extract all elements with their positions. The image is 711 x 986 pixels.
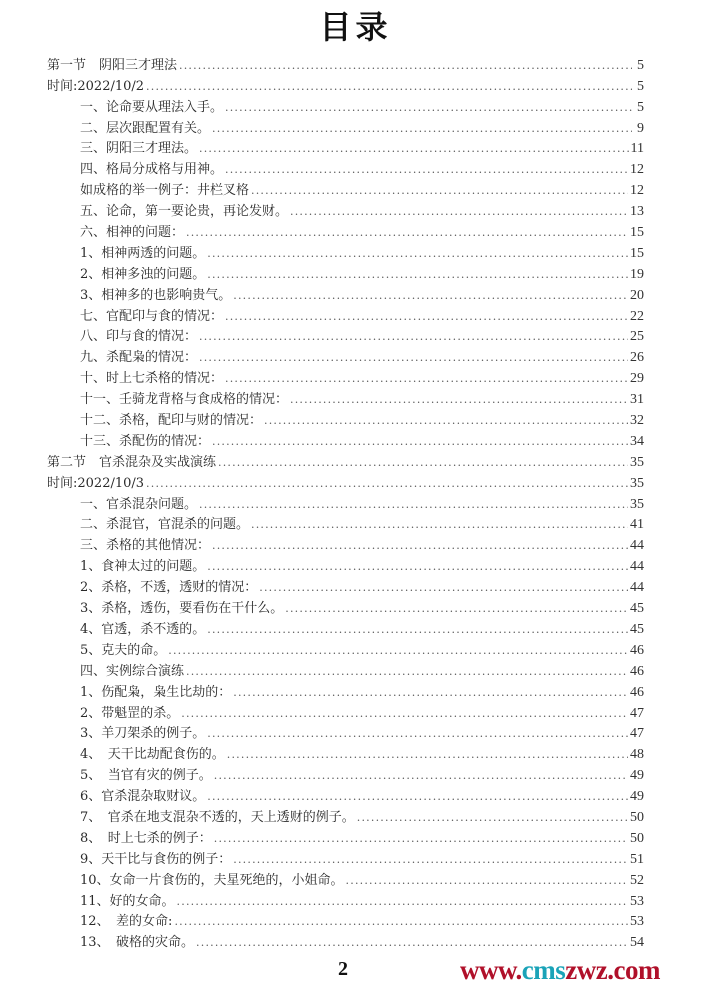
toc-entry[interactable] [47,889,644,910]
toc-section-entry[interactable] [47,74,644,95]
dot-leader [146,79,632,95]
toc-entry-page: 15 [630,245,644,261]
toc-entry-page: 44 [630,580,644,596]
dot-leader [168,643,628,659]
toc-entry-page: 19 [630,266,644,282]
toc-entry-page: 5 [637,78,644,94]
dot-leader [290,204,628,220]
toc-entry-page: 53 [630,914,644,930]
toc-entry-page: 32 [630,413,644,429]
toc-entry[interactable] [47,387,644,408]
dot-leader [199,497,628,513]
toc-entry-label: 7、 官杀在地支混杂不透的，天上透财的例子。 [80,809,355,825]
toc-entry-page: 12 [630,162,644,178]
toc-entry[interactable] [47,805,644,826]
toc-entry-page: 5 [637,57,644,73]
toc-entry-label: 1、食神太过的问题。 [80,559,206,575]
toc-entry-label: 四、实例综合演练 [80,663,185,679]
toc-entry-page: 54 [630,935,644,951]
toc-entry-label: 二、层次跟配置有关。 [80,120,211,136]
dot-leader [346,873,628,889]
toc-entry-page: 12 [630,183,644,199]
toc-entry-page: 46 [630,684,644,700]
dot-leader [357,810,628,826]
dot-leader [225,309,628,325]
toc-entry[interactable] [47,492,644,513]
dot-leader [225,162,628,178]
toc-entry-page: 35 [630,496,644,512]
toc-entry[interactable] [47,178,644,199]
toc-entry-label: 四、格局分成格与用神。 [80,162,224,178]
dot-leader [218,455,628,471]
dot-leader [207,789,628,805]
dot-leader [186,225,628,241]
toc-entry-label: 如成格的举一例子：井栏叉格 [80,183,250,199]
toc-entry-page: 50 [630,809,644,825]
toc-entry-label: 十三、杀配伤的情况： [80,433,211,449]
toc-entry[interactable] [47,930,644,951]
dot-leader [212,121,632,137]
toc-entry-label: 八、印与食的情况： [80,329,198,345]
toc-entry[interactable] [47,868,644,889]
toc-entry-label: 十一、壬骑龙背格与食成格的情况： [80,392,289,408]
page-number: 2 [338,958,348,980]
toc-entry[interactable] [47,763,644,784]
toc-section-entry[interactable] [47,53,644,74]
toc-entry[interactable] [47,513,644,534]
toc-entry-page: 31 [630,392,644,408]
toc-entry-label: 1、相神两透的问题。 [80,245,206,261]
toc-entry-page: 26 [630,350,644,366]
toc-entry-page: 51 [630,851,644,867]
toc-entry-label: 第一节 阴阳三才理法 [47,57,178,73]
toc-entry[interactable] [47,554,644,575]
toc-entry-label: 十、时上七杀格的情况： [80,371,224,387]
toc-entry[interactable] [47,137,644,158]
toc-entry-label: 10、女命一片食伤的，夫星死绝的，小姐命。 [80,872,344,888]
toc-entry-label: 2、杀格，不透，透财的情况： [80,580,258,596]
watermark [460,955,660,986]
toc-entry-label: 3、羊刀架杀的例子。 [80,726,206,742]
toc-entry-label: 4、官透，杀不透的。 [80,621,206,637]
dot-leader [199,329,628,345]
toc-entry-page: 35 [630,475,644,491]
toc-entry-label: 第二节 官杀混杂及实战演练 [47,454,217,470]
toc-entry[interactable] [47,910,644,931]
dot-leader [264,413,628,429]
toc-entry-page: 34 [630,433,644,449]
toc-entry-page: 53 [630,893,644,909]
toc-entry[interactable] [47,701,644,722]
dot-leader [207,267,628,283]
dot-leader [251,517,628,533]
toc-entry[interactable] [47,408,644,429]
dot-leader [251,183,628,199]
toc-entry-label: 2、带魁罡的杀。 [80,705,180,721]
toc-entry[interactable] [47,533,644,554]
toc-entry[interactable] [47,680,644,701]
toc-entry-label: 5、 当官有灾的例子。 [80,768,212,784]
toc-entry[interactable] [47,241,644,262]
toc-entry-label: 9、天干比与食伤的例子： [80,851,232,867]
toc-entry-page: 45 [630,621,644,637]
toc-entry[interactable] [47,722,644,743]
dot-leader [212,434,628,450]
dot-leader [233,852,628,868]
toc-entry-label: 五、论命，第一要论贵，再论发财。 [80,204,289,220]
toc-section-entry[interactable] [47,450,644,471]
toc-entry-label: 1、伤配枭，枭生比劫的： [80,684,232,700]
toc-entry-page: 5 [637,99,644,115]
toc-entry[interactable] [47,826,644,847]
dot-leader [233,685,628,701]
toc-entry-page: 25 [630,329,644,345]
toc-entry-page: 13 [630,204,644,220]
toc-entry-label: 六、相神的问题： [80,225,185,241]
toc-entry-label: 8、 时上七杀的例子： [80,830,212,846]
toc-entry-label: 二、杀混官，官混杀的问题。 [80,517,250,533]
toc-entry-label: 一、论命要从理法入手。 [80,99,224,115]
dot-leader [227,747,628,763]
toc-entry[interactable] [47,345,644,366]
toc-entry[interactable] [47,575,644,596]
toc-entry-page: 22 [630,308,644,324]
toc-entry-page: 47 [630,726,644,742]
dot-leader [196,935,628,951]
toc-entry-page: 49 [630,768,644,784]
toc-entry-label: 13、 破格的灾命。 [80,935,195,951]
toc-entry[interactable] [47,199,644,220]
toc-entry[interactable] [47,283,644,304]
toc-entry-label: 七、官配印与食的情况： [80,308,224,324]
dot-leader [207,559,628,575]
toc-entry-label: 九、杀配枭的情况： [80,350,198,366]
toc-entry-label: 5、克夫的命。 [80,642,167,658]
toc-entry-page: 15 [630,225,644,241]
toc-entry-page: 9 [637,120,644,136]
toc-entry[interactable] [47,784,644,805]
toc-entry-label: 2、相神多浊的问题。 [80,266,206,282]
dot-leader [233,288,628,304]
toc-entry-page: 47 [630,705,644,721]
toc-entry[interactable] [47,325,644,346]
toc-entry-page: 44 [630,559,644,575]
dot-leader [225,100,632,116]
toc-entry[interactable] [47,220,644,241]
page-title: 目录 [319,8,392,46]
dot-leader [207,246,628,262]
toc-entry-label: 4、 天干比劫配食伤的。 [80,747,225,763]
dot-leader [146,476,628,492]
dot-leader [214,768,628,784]
toc-entry-page: 29 [630,371,644,387]
dot-leader [259,580,628,596]
toc-entry-label: 十二、杀格，配印与财的情况： [80,413,263,429]
toc-entry-label: 时间:2022/10/2 [47,78,145,94]
toc-section-entry[interactable] [47,471,644,492]
toc-entry[interactable] [47,742,644,763]
toc-entry-label: 时间:2022/10/3 [47,475,145,491]
toc-entry[interactable] [47,262,644,283]
dot-leader [225,371,628,387]
dot-leader [207,726,628,742]
dot-leader [214,831,628,847]
dot-leader [207,622,628,638]
toc-entry-page: 49 [630,789,644,805]
toc-entry[interactable] [47,95,644,116]
toc-entry[interactable] [47,659,644,680]
dot-leader [199,350,628,366]
toc-entry[interactable] [47,617,644,638]
dot-leader [186,664,628,680]
dot-leader [179,58,632,74]
toc-entry-label: 一、官杀混杂问题。 [80,496,198,512]
toc-entry-page: 46 [630,663,644,679]
toc-entry-page: 11 [630,141,644,157]
toc-entry-page: 52 [630,872,644,888]
toc-entry-label: 三、阴阳三才理法。 [80,141,198,157]
toc-entry-page: 35 [630,454,644,470]
toc-entry[interactable] [47,157,644,178]
toc-entry-label: 3、相神多的也影响贵气。 [80,287,232,303]
toc-entry-page: 48 [630,747,644,763]
toc-entry[interactable] [47,596,644,617]
toc-entry[interactable] [47,638,644,659]
toc-entry[interactable] [47,304,644,325]
toc-entry[interactable] [47,429,644,450]
table-of-contents [47,53,644,951]
toc-entry-page: 46 [630,642,644,658]
dot-leader [285,601,628,617]
toc-entry[interactable] [47,116,644,137]
toc-entry-label: 12、 差的女命: [80,914,173,930]
dot-leader [199,141,629,157]
dot-leader [290,392,628,408]
watermark-part-domain: zwz.com [565,955,660,985]
toc-entry-label: 3、杀格，透伤，要看伤在干什么。 [80,601,284,617]
watermark-part-cms: cms [521,955,566,985]
watermark-part-www: www. [460,955,522,985]
dot-leader [177,894,628,910]
toc-entry[interactable] [47,366,644,387]
toc-entry-label: 三、杀格的其他情况： [80,538,211,554]
toc-entry-page: 45 [630,601,644,617]
toc-entry-label: 11、好的女命。 [80,893,175,909]
toc-entry-page: 50 [630,830,644,846]
dot-leader [181,706,628,722]
toc-entry-page: 44 [630,538,644,554]
dot-leader [174,914,628,930]
toc-entry-page: 41 [630,517,644,533]
dot-leader [212,538,628,554]
toc-entry-label: 6、官杀混杂取财议。 [80,789,206,805]
toc-entry-page: 20 [630,287,644,303]
toc-entry[interactable] [47,847,644,868]
